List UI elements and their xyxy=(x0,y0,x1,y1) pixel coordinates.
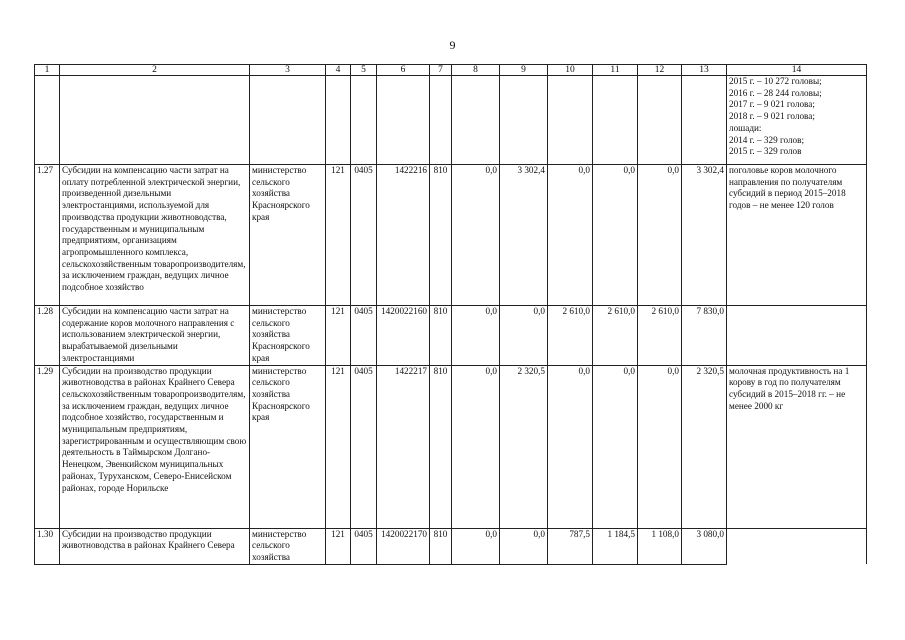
row-number: 1.28 xyxy=(35,306,60,366)
code-grbs: 121 xyxy=(326,306,351,366)
row-number: 1.29 xyxy=(35,365,60,528)
total-cell: 3 080,0 xyxy=(682,528,727,564)
column-header: 11 xyxy=(593,65,638,76)
column-header: 2 xyxy=(60,65,250,76)
column-header: 12 xyxy=(638,65,682,76)
value-cell: 0,0 xyxy=(638,365,682,528)
column-header: 8 xyxy=(452,65,500,76)
value-cell: 1 184,5 xyxy=(593,528,638,564)
table-row xyxy=(35,365,867,528)
measure-name: Субсидии на компенсацию части затрат на оплату потребленной электрической энергии, произведенной дизельными электростанциями, используемой для производства продукции животноводства, государственным и муниципальным предприятиям, организациям агропромышленного комплекса, сельскохозяйственным товаропроизводителям, за исключением граждан, ведущих личное подсобное хозяйство xyxy=(60,165,250,306)
expected-result: поголовье коров молочного направления по получателям субсидий в период 2015–2018 годов – не менее 120 голов xyxy=(727,165,867,306)
table-row xyxy=(35,306,867,366)
value-cell: 0,0 xyxy=(452,528,500,564)
column-header: 3 xyxy=(250,65,326,76)
code-grbs: 121 xyxy=(326,165,351,306)
total-cell: 7 830,0 xyxy=(682,306,727,366)
value-cell: 2 610,0 xyxy=(548,306,593,366)
responsible-org: министерство сельского хозяйства Красноярского края xyxy=(250,165,326,306)
measure-name: Субсидии на производство продукции животноводства в районах Крайнего Севера xyxy=(60,528,250,564)
column-header: 6 xyxy=(377,65,430,76)
row-number: 1.30 xyxy=(35,528,60,564)
value-cell: 1 108,0 xyxy=(638,528,682,564)
value-cell: 0,0 xyxy=(638,165,682,306)
value-cell: 0,0 xyxy=(548,165,593,306)
responsible-org: министерство сельского хозяйства Красноярского края xyxy=(250,365,326,528)
code-grbs: 121 xyxy=(326,365,351,528)
value-cell: 0,0 xyxy=(593,165,638,306)
total-cell: 2 320,5 xyxy=(682,365,727,528)
total-cell: 3 302,4 xyxy=(682,165,727,306)
value-cell: 0,0 xyxy=(452,165,500,306)
table-row xyxy=(35,165,867,306)
value-cell: 0,0 xyxy=(500,306,548,366)
code-vr: 810 xyxy=(430,306,452,366)
value-cell: 2 610,0 xyxy=(638,306,682,366)
measure-name: Субсидии на компенсацию части затрат на содержание коров молочного направления с использованием электрической энергии, вырабатываемой дизельными электростанциями xyxy=(60,306,250,366)
column-header: 1 xyxy=(35,65,60,76)
code-rzpr: 0405 xyxy=(351,528,377,564)
budget-table xyxy=(34,64,867,565)
continuation-row xyxy=(35,76,867,165)
responsible-org: министерство сельского хозяйства xyxy=(250,528,326,564)
value-cell: 0,0 xyxy=(500,528,548,564)
column-header: 5 xyxy=(351,65,377,76)
code-rzpr: 0405 xyxy=(351,365,377,528)
continuation-note: 2015 г. – 10 272 головы; 2016 г. – 28 244 головы; 2017 г. – 9 021 голова; 2018 г. – 9 021 голова; лошади: 2014 г. – 329 голов; 2015 г. – 329 голов xyxy=(727,76,867,165)
responsible-org: министерство сельского хозяйства Красноярского края xyxy=(250,306,326,366)
code-rzpr: 0405 xyxy=(351,165,377,306)
value-cell: 0,0 xyxy=(452,365,500,528)
header-row xyxy=(35,65,867,76)
expected-result xyxy=(727,528,867,564)
row-number: 1.27 xyxy=(35,165,60,306)
value-cell: 3 302,4 xyxy=(500,165,548,306)
column-header: 4 xyxy=(326,65,351,76)
column-header: 14 xyxy=(727,65,867,76)
code-rzpr: 0405 xyxy=(351,306,377,366)
value-cell: 2 320,5 xyxy=(500,365,548,528)
column-header: 7 xyxy=(430,65,452,76)
code-grbs: 121 xyxy=(326,528,351,564)
expected-result: молочная продуктивность на 1 корову в год по получателям субсидий в 2015–2018 гг. – не менее 2000 кг xyxy=(727,365,867,528)
value-cell: 0,0 xyxy=(548,365,593,528)
code-vr: 810 xyxy=(430,365,452,528)
value-cell: 787,5 xyxy=(548,528,593,564)
value-cell: 0,0 xyxy=(452,306,500,366)
table-row xyxy=(35,528,867,564)
column-header: 13 xyxy=(682,65,727,76)
code-csr: 1420022160 xyxy=(377,306,430,366)
code-csr: 1422217 xyxy=(377,365,430,528)
column-header: 9 xyxy=(500,65,548,76)
code-csr: 1422216 xyxy=(377,165,430,306)
code-csr: 1420022170 xyxy=(377,528,430,564)
measure-name: Субсидии на производство продукции животноводства в районах Крайнего Севера сельскохозяйственным товаропроизводителям, за исключением граждан, ведущих личное подсобное хозяйство, государственным и муниципальным предприятиям, зарегистрированным и осуществляющим свою деятельность в Таймырском Долгано-Ненецком, Эвенкийском муниципальных районах, Туруханском, Северо-Енисейском районах, городе Норильске xyxy=(60,365,250,528)
value-cell: 0,0 xyxy=(593,365,638,528)
page-number: 9 xyxy=(449,38,456,52)
code-vr: 810 xyxy=(430,528,452,564)
value-cell: 2 610,0 xyxy=(593,306,638,366)
code-vr: 810 xyxy=(430,165,452,306)
expected-result xyxy=(727,306,867,366)
column-header: 10 xyxy=(548,65,593,76)
